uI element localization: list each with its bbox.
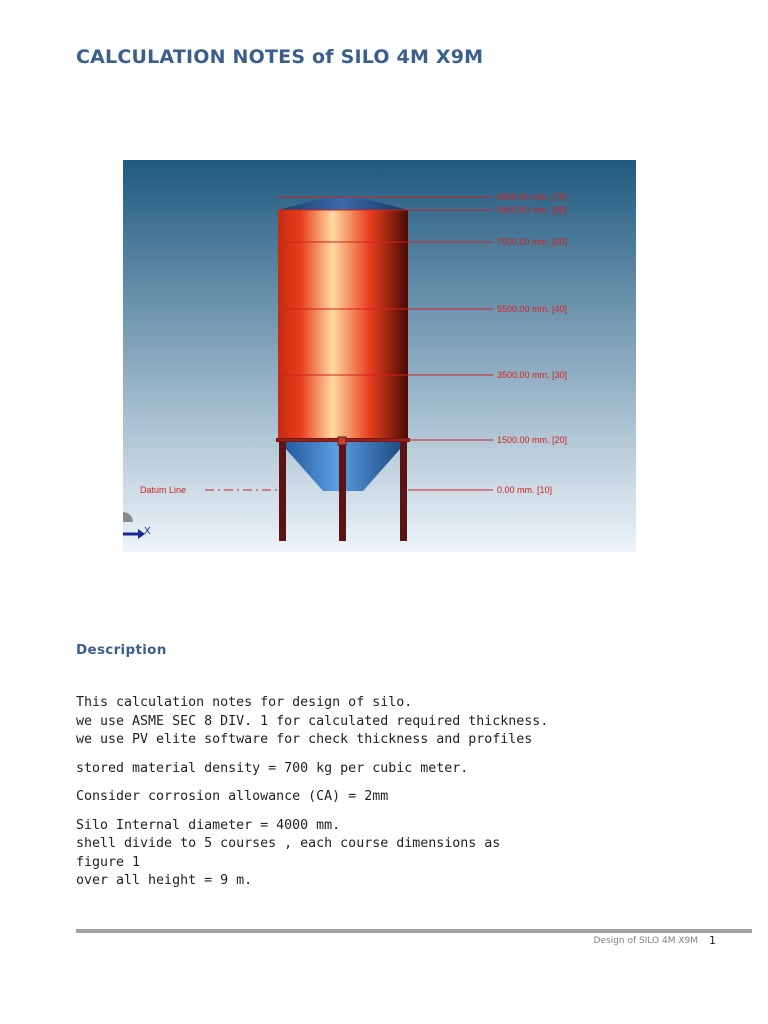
elevation-label: 0.00 mm. [10]: [497, 485, 553, 495]
description-line: stored material density = 700 kg per cubic meter.: [76, 760, 469, 776]
description-paragraph: [76, 760, 696, 779]
page-number: 1: [709, 934, 716, 947]
description-line: This calculation notes for design of silo.: [76, 695, 413, 710]
silo-shell: [278, 210, 408, 440]
description-line: we use PV elite software for check thickness and profiles: [76, 732, 533, 747]
description-line: Consider corrosion allowance (CA) = 2mm: [76, 789, 389, 804]
description-paragraph: [76, 788, 696, 807]
silo-leg: [279, 440, 286, 541]
elevation-label: 5500.00 mm. [40]: [497, 304, 568, 314]
description-body: [76, 694, 696, 901]
footer-rule: [76, 929, 752, 933]
description-paragraph: [76, 817, 696, 891]
footer-document-title: Design of SILO 4M X9M: [593, 936, 698, 946]
silo-leg: [400, 440, 407, 541]
elevation-label: 7500.00 mm. [50]: [497, 237, 568, 247]
document-title: CALCULATION NOTES of SILO 4M X9M: [76, 46, 484, 68]
datum-line-label: Datum Line: [140, 485, 187, 495]
silo-figure: [123, 160, 636, 552]
elevation-label: 1500.00 mm. [20]: [497, 435, 568, 445]
description-line: Silo Internal diameter = 4000 mm.: [76, 817, 341, 833]
description-line: we use ASME SEC 8 DIV. 1 for calculated required thickness.: [76, 713, 549, 729]
elevation-label: 3500.00 mm. [30]: [497, 370, 568, 380]
description-line: over all height = 9 m.: [76, 873, 253, 888]
description-heading: Description: [76, 642, 167, 658]
description-paragraph: [76, 694, 696, 750]
support-bracket: [338, 437, 346, 445]
description-line: figure 1: [76, 854, 141, 870]
x-axis-label: X: [144, 526, 151, 537]
description-line: shell divide to 5 courses , each course dimensions as: [76, 836, 501, 851]
elevation-label: 6900.00 mm. [70]: [497, 192, 568, 202]
silo-elevation-drawing: [123, 160, 636, 552]
elevation-label: 6800.00 mm. [60]: [497, 205, 568, 215]
silo-leg: [339, 440, 346, 541]
